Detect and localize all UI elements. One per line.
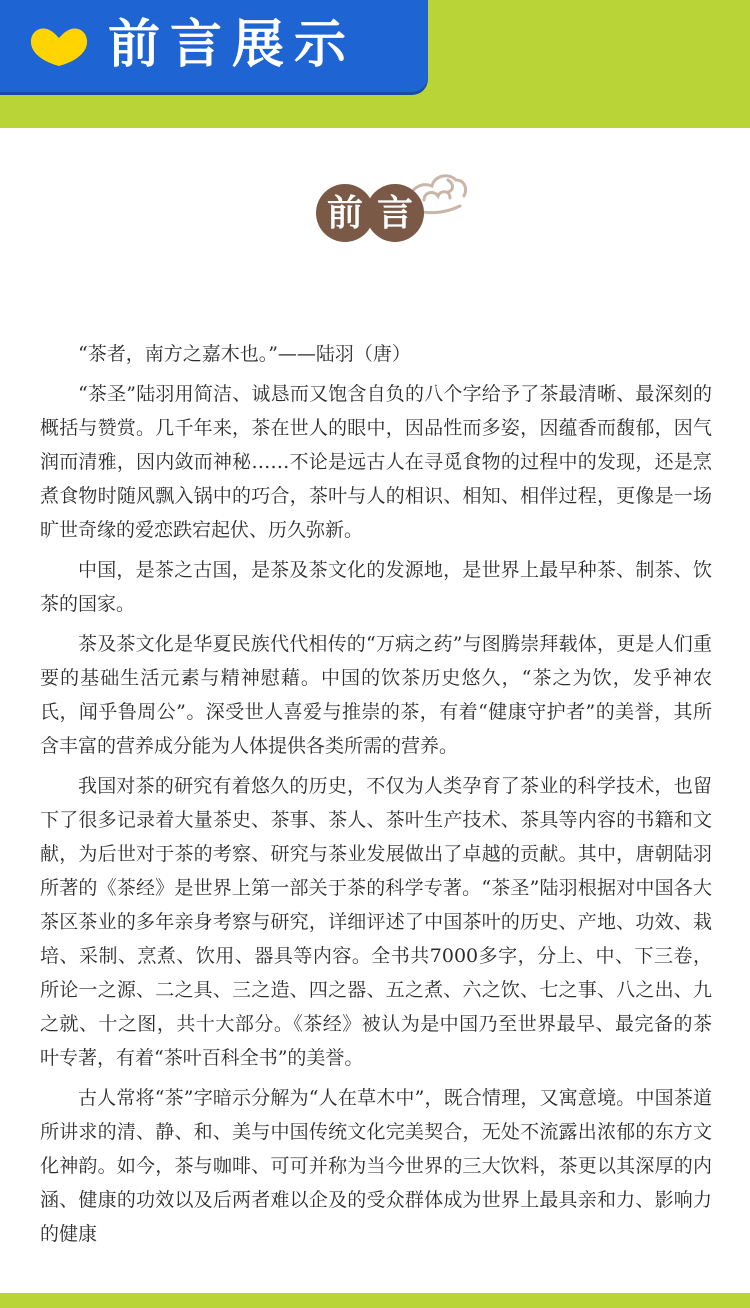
section-heading	[316, 176, 466, 246]
heart-icon	[28, 26, 90, 68]
paragraph-quote: “茶者，南方之嘉木也。”——陆羽（唐）	[78, 343, 411, 365]
body-text	[40, 337, 712, 1257]
title-banner	[0, 0, 428, 92]
heading-char-2: 言	[366, 184, 424, 242]
paragraph: 茶及茶文化是华夏民族代代相传的“万病之药”与图腾崇拜载体，更是人们重要的基础生活元素与精神慰藉。中国的饮茶历史悠久，“茶之为饮，发乎神农氏，闻乎鲁周公”。深受世人喜爱与推崇的茶，有着“健康守护者”的美誉，其所含丰富的营养成分能为人体提供各类所需的营养。	[40, 633, 712, 757]
heading-char-1: 前	[316, 184, 374, 242]
paragraph: 中国，是茶之古国，是茶及茶文化的发源地，是世界上最早种茶、制茶、饮茶的国家。	[40, 559, 712, 615]
paragraph: 我国对茶的研究有着悠久的历史，不仅为人类孕育了茶业的科学技术，也留下了很多记录着大量茶史、茶事、茶人、茶叶生产技术、茶具等内容的书籍和文献，为后世对于茶的考察、研究与茶业发展做出了卓越的贡献。其中，唐朝陆羽所著的《茶经》是世界上第一部关于茶的科学专著。“茶圣”陆羽根据对中国各大茶区茶业的多年亲身考察与研究，详细评述了中国茶叶的历史、产地、功效、栽培、采制、烹煮、饮用、器具等内容。全书共7000多字，分上、中、下三卷，所论一之源、二之具、三之造、四之器、五之煮、六之饮、七之事、八之出、九之就、十之图，共十大部分。《茶经》被认为是中国乃至世界最早、最完备的茶叶专著，有着“茶叶百科全书”的美誉。	[40, 775, 712, 1069]
paragraph: “茶圣”陆羽用简洁、诚恳而又饱含自负的八个字给予了茶最清晰、最深刻的概括与赞赏。几千年来，茶在世人的眼中，因品性而多姿，因蕴香而馥郁，因气润而清雅，因内敛而神秘……不论是远古人在寻觅食物的过程中的发现，还是烹煮食物时随风飘入锅中的巧合，茶叶与人的相识、相知、相伴过程，更像是一场旷世奇缘的爱恋跌宕起伏、历久弥新。	[40, 383, 712, 541]
banner-title: 前言展示	[108, 15, 357, 75]
paragraph: 古人常将“茶”字暗示分解为“人在草木中”，既合情理，又寓意境。中国茶道所讲求的清、静、和、美与中国传统文化完美契合，无处不流露出浓郁的东方文化神韵。如今，茶与咖啡、可可并称为当今世界的三大饮料，茶更以其深厚的内涵、健康的功效以及后两者难以企及的受众群体成为世界上最具亲和力、影响力的健康	[40, 1087, 712, 1245]
bottom-band	[0, 1293, 750, 1308]
